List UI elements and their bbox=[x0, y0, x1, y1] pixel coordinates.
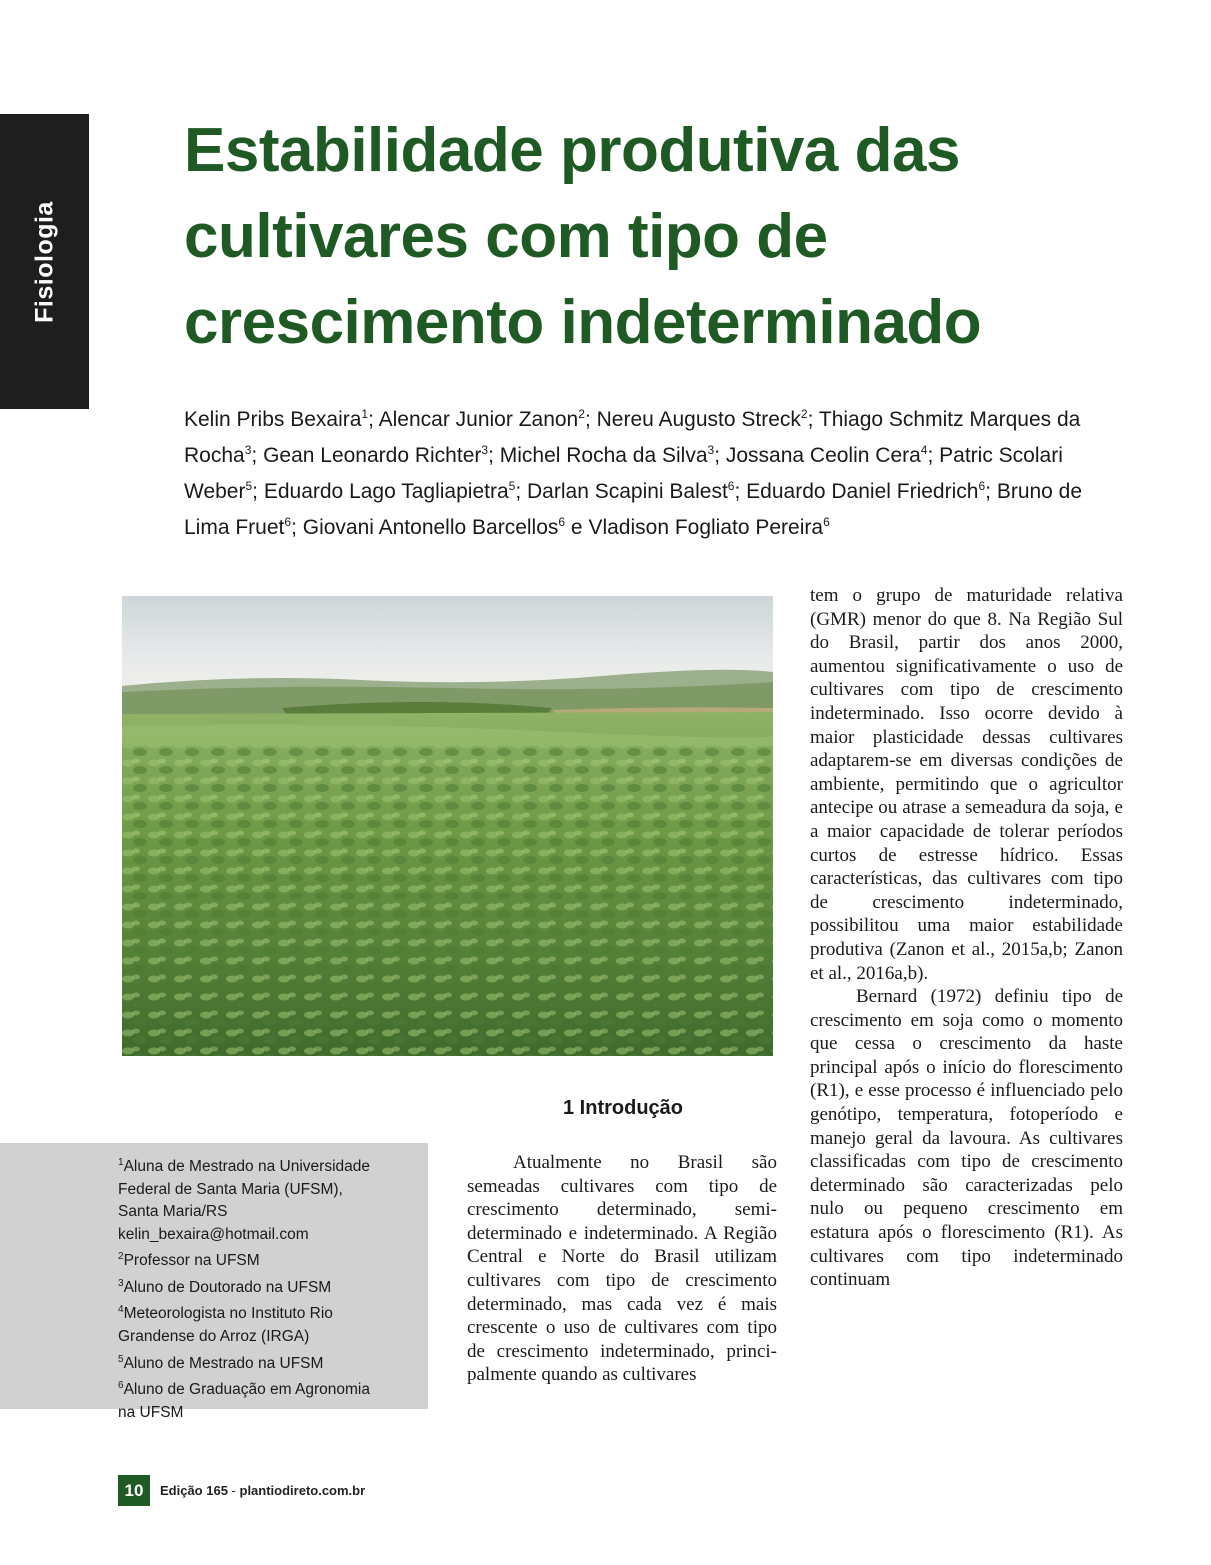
footnote-item bbox=[118, 1246, 418, 1273]
footnote-number: 4 bbox=[118, 1304, 124, 1316]
author-affiliation-number: 3 bbox=[481, 443, 489, 457]
author-name: Michel Rocha da Silva bbox=[499, 444, 708, 467]
author-separator: ; bbox=[515, 480, 528, 503]
footnote-item bbox=[118, 1375, 418, 1424]
body-paragraph: Bernard (1972) definiu tipo de crescimento em soja como o momento que cessa o crescimento da haste principal após o início do florescimento (R1), e esse processo é influenciado pelo genótipo, temperatura, fotoperíodo e manejo geral da lavoura. As cultivares classificadas com tipo de crescimento determinado são caracterizadas pelo nulo ou pequeno crescimento em estatura após o florescimento (R1). As cultivares com tipo indeterminado continuam bbox=[810, 986, 1123, 1291]
author-name: Patric Scolari Weber bbox=[184, 444, 1063, 503]
author-footnotes bbox=[118, 1152, 418, 1424]
author-affiliation-number: 3 bbox=[707, 443, 715, 457]
footnote-text: Aluno de Doutorado na UFSM bbox=[123, 1278, 332, 1296]
website-link[interactable]: plantiodireto.com.br bbox=[239, 1483, 366, 1498]
body-text-column-middle: Atualmente no Brasil são semeadas cultivares com tipo de crescimento determinado, semideterminado e indeterminado. A Região Central e Norte do Brasil utilizam cultivares com tipo de crescimento determinado, mas cada vez é mais crescente o uso de cultivares com tipo de crescimento indeterminado, principalmente quando as cultivares bbox=[467, 1152, 777, 1386]
author-affiliation-number: 6 bbox=[978, 479, 986, 493]
footnote-text: Aluno de Graduação em Agronomia bbox=[123, 1381, 370, 1399]
author-affiliation-number: 6 bbox=[558, 515, 566, 529]
author-affiliation-number: 4 bbox=[920, 443, 928, 457]
soybean-field-photo bbox=[122, 596, 773, 1056]
author-affiliation-number: 6 bbox=[727, 479, 735, 493]
author-separator: ; bbox=[714, 444, 726, 467]
footnote-number: 5 bbox=[118, 1353, 124, 1365]
author-name: Bruno de Lima Fruet bbox=[184, 480, 1083, 539]
author-affiliation-number: 2 bbox=[800, 407, 808, 421]
author-separator: ; bbox=[985, 480, 997, 503]
author-separator: ; bbox=[252, 480, 264, 503]
footnote-number: 6 bbox=[118, 1380, 124, 1392]
author-name: Kelin Pribs Bexaira bbox=[184, 408, 362, 431]
section-tab bbox=[0, 114, 89, 409]
author-list bbox=[184, 399, 1084, 543]
author-name: Eduardo Lago Tagliapietra bbox=[263, 480, 509, 503]
author-affiliation-number: 2 bbox=[578, 407, 585, 421]
author-separator: ; bbox=[488, 444, 500, 467]
author-separator: ; bbox=[368, 408, 379, 431]
footnote-text: Grandense do Arroz (IRGA) bbox=[118, 1328, 310, 1346]
author-name: Gean Leonardo Richter bbox=[263, 444, 482, 467]
author-name: Jossana Ceolin Cera bbox=[725, 444, 921, 467]
author-affiliation-number: 1 bbox=[361, 407, 369, 421]
section-label: Fisiologia bbox=[30, 200, 58, 323]
footnote-item bbox=[118, 1152, 418, 1246]
edition-label: Edição 165 bbox=[160, 1483, 228, 1498]
author-name: Vladison Fogliato Pereira bbox=[588, 516, 824, 539]
footnote-number: 1 bbox=[118, 1157, 124, 1168]
section-heading-introducao: 1 Introdução bbox=[562, 1097, 683, 1119]
body-paragraph: tem o grupo de maturidade relativa (GMR) menor do que 8. Na Região Sul do Brasil, partir dos anos 2000, aumentou significativamente o uso de cultivares com tipo de crescimento indeterminado. Isso ocorre devido à maior plasticidade dessas cultivares adaptarem-se em diversas condições de ambiente, permitindo que o agricultor antecipe ou atrase a semeadura da soja, e a maior capacidade de tolerar períodos curtos de estresse hídrico. Essas características, das cultivares com tipo de crescimento indeterminado, possibilitou uma maior estabilidade produtiva (Zanon et al., 2015a,b; Zanon et al., 2016a,b). bbox=[810, 585, 1123, 984]
body-text-column-right bbox=[810, 584, 1123, 1292]
footnote-item bbox=[118, 1299, 418, 1348]
author-name: Giovani Antonello Barcellos bbox=[302, 516, 559, 539]
author-separator: ; bbox=[291, 516, 303, 539]
author-name: Nereu Augusto Streck bbox=[596, 408, 801, 431]
author-affiliation-number: 3 bbox=[244, 443, 252, 457]
author-separator: ; bbox=[927, 444, 940, 467]
author-separator: ; bbox=[251, 444, 264, 467]
footnote-text[interactable]: kelin_bexaira@hotmail.com bbox=[118, 1225, 309, 1243]
page-footer bbox=[118, 1475, 365, 1506]
footnote-text: Aluno de Mestrado na UFSM bbox=[123, 1354, 324, 1372]
footnote-text: Professor na UFSM bbox=[123, 1252, 260, 1270]
footnote-text: na UFSM bbox=[118, 1403, 184, 1421]
author-separator: ; bbox=[734, 480, 747, 503]
author-separator: ; bbox=[584, 408, 597, 431]
author-separator: e bbox=[565, 516, 589, 539]
author-name: Thiago Schmitz Marques da Rocha bbox=[184, 408, 1081, 467]
footnote-text: Federal de Santa Maria (UFSM), bbox=[118, 1180, 343, 1198]
author-affiliation-number: 5 bbox=[508, 479, 516, 493]
footer-separator: - bbox=[227, 1483, 240, 1498]
author-affiliation-number: 5 bbox=[245, 479, 253, 493]
author-affiliation-number: 6 bbox=[284, 515, 292, 529]
page-number: 10 bbox=[118, 1475, 150, 1506]
footnote-item bbox=[118, 1349, 418, 1376]
author-name: Eduardo Daniel Friedrich bbox=[746, 480, 979, 503]
footnote-number: 3 bbox=[118, 1277, 124, 1289]
article-title: Estabilidade produtiva das cultivares com tipo de crescimento indeterminado bbox=[184, 116, 982, 357]
author-name: Darlan Scapini Balest bbox=[527, 480, 728, 503]
footnote-text: Aluna de Mestrado na Universidade bbox=[123, 1158, 370, 1176]
footnote-text: Santa Maria/RS bbox=[118, 1203, 228, 1221]
author-affiliation-number: 6 bbox=[823, 515, 830, 529]
footnote-item bbox=[118, 1273, 418, 1300]
footnote-text: Meteorologista no Instituto Rio bbox=[123, 1305, 333, 1323]
author-name: Alencar Junior Zanon bbox=[378, 408, 579, 431]
footnote-number: 2 bbox=[118, 1251, 124, 1263]
author-separator: ; bbox=[807, 408, 819, 431]
